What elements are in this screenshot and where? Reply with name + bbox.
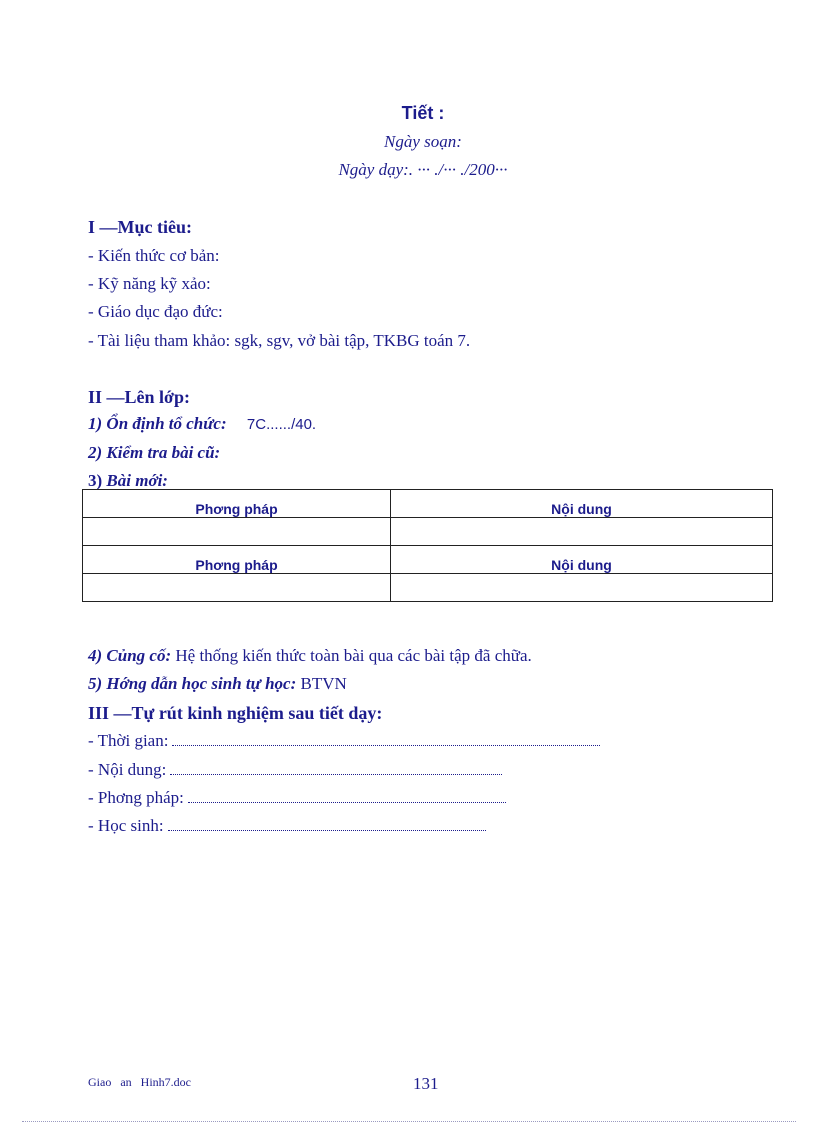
section-reflection-heading: III —Tự rút kinh nghiệm sau tiết dạy: [88,703,383,723]
reflection-students [88,816,486,836]
step-consolidation [88,646,532,666]
table-row [83,490,773,518]
table-header-content: Nội dung [391,546,773,574]
step-homework [88,674,347,694]
reflection-content-label: - Nội dung: [88,760,167,779]
step-new-lesson-label: Bài mới: [106,471,168,490]
step-consolidation-text: Hệ thống kiến thức toàn bài qua các bài tập đã chữa. [171,646,532,665]
table-header-method: Phơng pháp [83,490,391,518]
table-cell [391,518,773,546]
reflection-time-label: - Thời gian: [88,731,169,750]
section-objectives-heading: I —Mục tiêu: [88,217,192,237]
table-cell [83,518,391,546]
table-cell [391,574,773,602]
objective-ethics: - Giáo dục đạo đức: [88,302,223,321]
table-row [83,574,773,602]
footer-filename: Giao an Hinh7.doc [88,1075,191,1089]
table-cell [83,574,391,602]
reflection-time [88,731,600,751]
step-new-lesson [88,471,168,491]
step-consolidation-label: 4) Củng cố: [88,646,172,665]
step-new-lesson-prefix: 3) [88,471,107,490]
step-homework-text: BTVN [296,674,347,693]
step-organization-value: 7C....../40. [246,416,317,433]
step-review [88,443,220,463]
table-row [83,518,773,546]
objective-references: - Tài liệu tham khảo: sgk, sgv, vở bài tập, TKBG toán 7. [88,331,471,350]
reflection-method [88,788,506,808]
page-number: 131 [413,1074,439,1093]
fill-in-line [172,733,600,746]
section-lesson-heading: II —Lên lớp: [88,387,190,407]
lesson-title: Tiết : [401,103,445,123]
fill-in-line [170,762,502,775]
table-header-content: Nội dung [391,490,773,518]
fill-in-line [188,790,506,803]
page-bottom-divider [22,1121,796,1122]
table-header-method: Phơng pháp [83,546,391,574]
step-organization [88,414,316,434]
reflection-content [88,760,502,780]
reflection-method-label: - Phơng pháp: [88,788,184,807]
prep-date: Ngày soạn: [384,132,462,151]
objective-skills: - Kỹ năng kỹ xảo: [88,274,211,293]
objective-knowledge: - Kiến thức cơ bản: [88,246,220,265]
teach-date: Ngày dạy:. ··· ./··· ./200··· [338,160,508,179]
fill-in-line [168,818,486,831]
lesson-plan-table [82,489,773,602]
step-homework-label: 5) Hớng dẫn học sinh tự học: [88,674,297,693]
table-row [83,546,773,574]
step-organization-label: 1) Ổn định tổ chức: [88,414,227,433]
step-review-label: 2) Kiểm tra bài cũ: [88,443,221,462]
reflection-students-label: - Học sinh: [88,816,164,835]
